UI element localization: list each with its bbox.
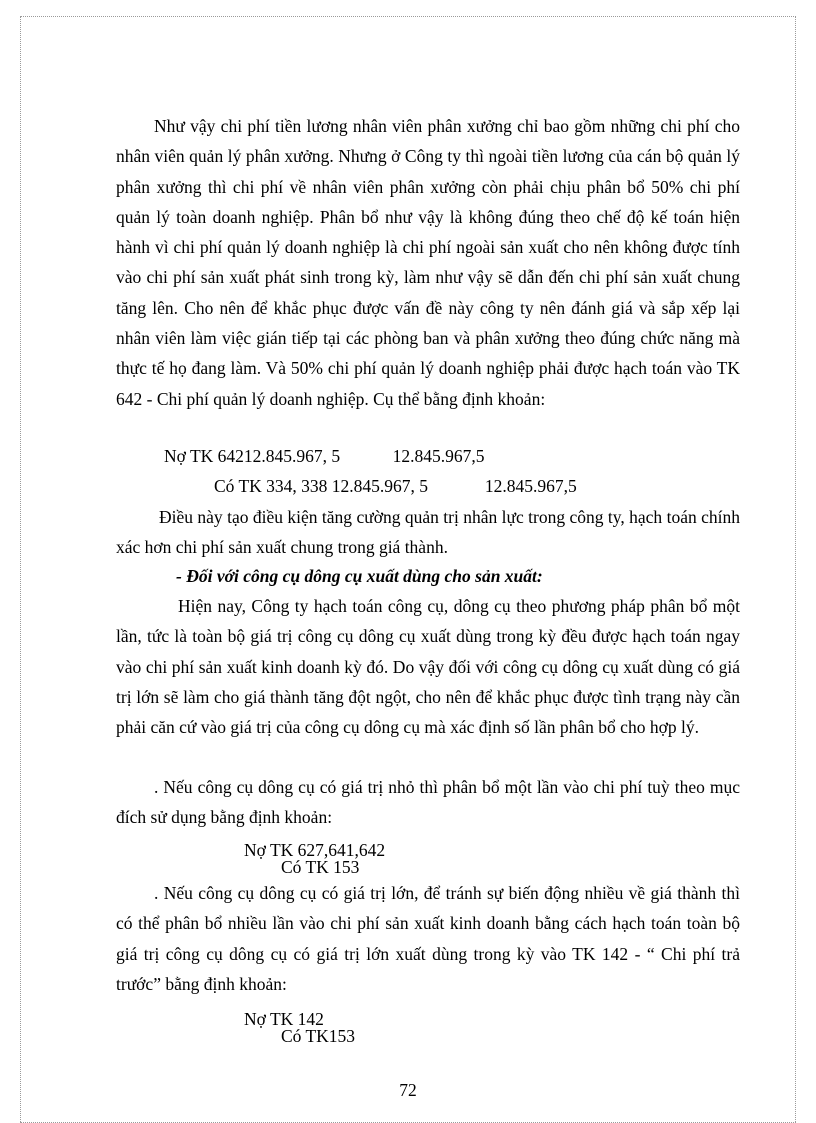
journal-entry-1-credit: Có TK 334, 338 12.845.967, 5 12.845.967,5 xyxy=(214,476,577,496)
journal-entry-2-credit: Có TK 153 xyxy=(281,857,360,877)
page-border-left xyxy=(20,16,21,1122)
journal-entry-2-debit: Nợ TK 627,641,642 xyxy=(244,840,386,860)
journal-entry-3-credit: Có TK153 xyxy=(281,1026,356,1046)
page-border-right xyxy=(795,16,796,1122)
paragraph-hr-management: Điều này tạo điều kiện tăng cường quản trị nhân lực trong công ty, hạch toán chính xác hơn chi phí sản xuất chung trong giá thành. xyxy=(116,507,740,558)
section-heading-tools: - Đối với công cụ dông cụ xuất dùng cho sản xuất: xyxy=(176,566,543,586)
paragraph-labor-cost: Như vậy chi phí tiền lương nhân viên phân xưởng chỉ bao gồm những chi phí cho nhân viên quản lý phân xưởng. Nhưng ở Công ty thì ngoài tiền lương của cán bộ quản lý phân xưởng thì chi phí về nhân viên phân xưởng còn phải chịu phân bổ 50% chi phí quản lý toàn doanh nghiệp. Phân bổ như vậy là không đúng theo chế độ kế toán hiện hành vì chi phí quản lý doanh nghiệp là chi phí ngoài sản xuất cho nên không được tính vào chi phí sản xuất phát sinh trong kỳ, làm như vậy sẽ dẫn đến chi phí sản xuất chung tăng lên. Cho nên để khắc phục được vấn đề này công ty nên đánh giá và sắp xếp lại nhân viên làm việc gián tiếp tại các phòng ban và phân xưởng theo đúng chức năng mà thực tế họ đang làm. Và 50% chi phí quản lý doanh nghiệp phải được hạch toán vào TK 642 - Chi phí quản lý doanh nghiệp. Cụ thể bằng định khoản: xyxy=(116,116,740,409)
journal-entry-3-debit: Nợ TK 142 xyxy=(244,1009,324,1029)
paragraph-large-value-tools: . Nếu công cụ dông cụ có giá trị lớn, để tránh sự biến động nhiều về giá thành thì có thể phân bổ nhiều lần vào chi phí sản xuất kinh doanh bằng cách hạch toán toàn bộ giá trị công cụ dông cụ có giá trị lớn xuất dùng trong kỳ vào TK 142 - “ Chi phí trả trước” bằng định khoản: xyxy=(116,883,740,994)
paragraph-small-value-tools: . Nếu công cụ dông cụ có giá trị nhỏ thì phân bổ một lần vào chi phí tuỳ theo mục đích sử dụng bằng định khoản: xyxy=(116,777,740,828)
paragraph-tool-allocation: Hiện nay, Công ty hạch toán công cụ, dông cụ theo phương pháp phân bổ một lần, tức là toàn bộ giá trị công cụ dông cụ xuất dùng trong kỳ đều được hạch toán ngay vào chi phí sản xuất kinh doanh kỳ đó. Do vậy đối với công cụ dông cụ xuất dùng có giá trị lớn sẽ làm cho giá thành tăng đột ngột, cho nên để khắc phục được tình trạng này cần phải căn cứ vào giá trị của công cụ dông cụ mà xác định số lần phân bổ cho hợp lý. xyxy=(116,596,740,738)
journal-entry-1-debit: Nợ TK 64212.845.967, 5 12.845.967,5 xyxy=(164,446,485,466)
page-border-top xyxy=(20,16,796,17)
page-number: 72 xyxy=(399,1080,417,1100)
